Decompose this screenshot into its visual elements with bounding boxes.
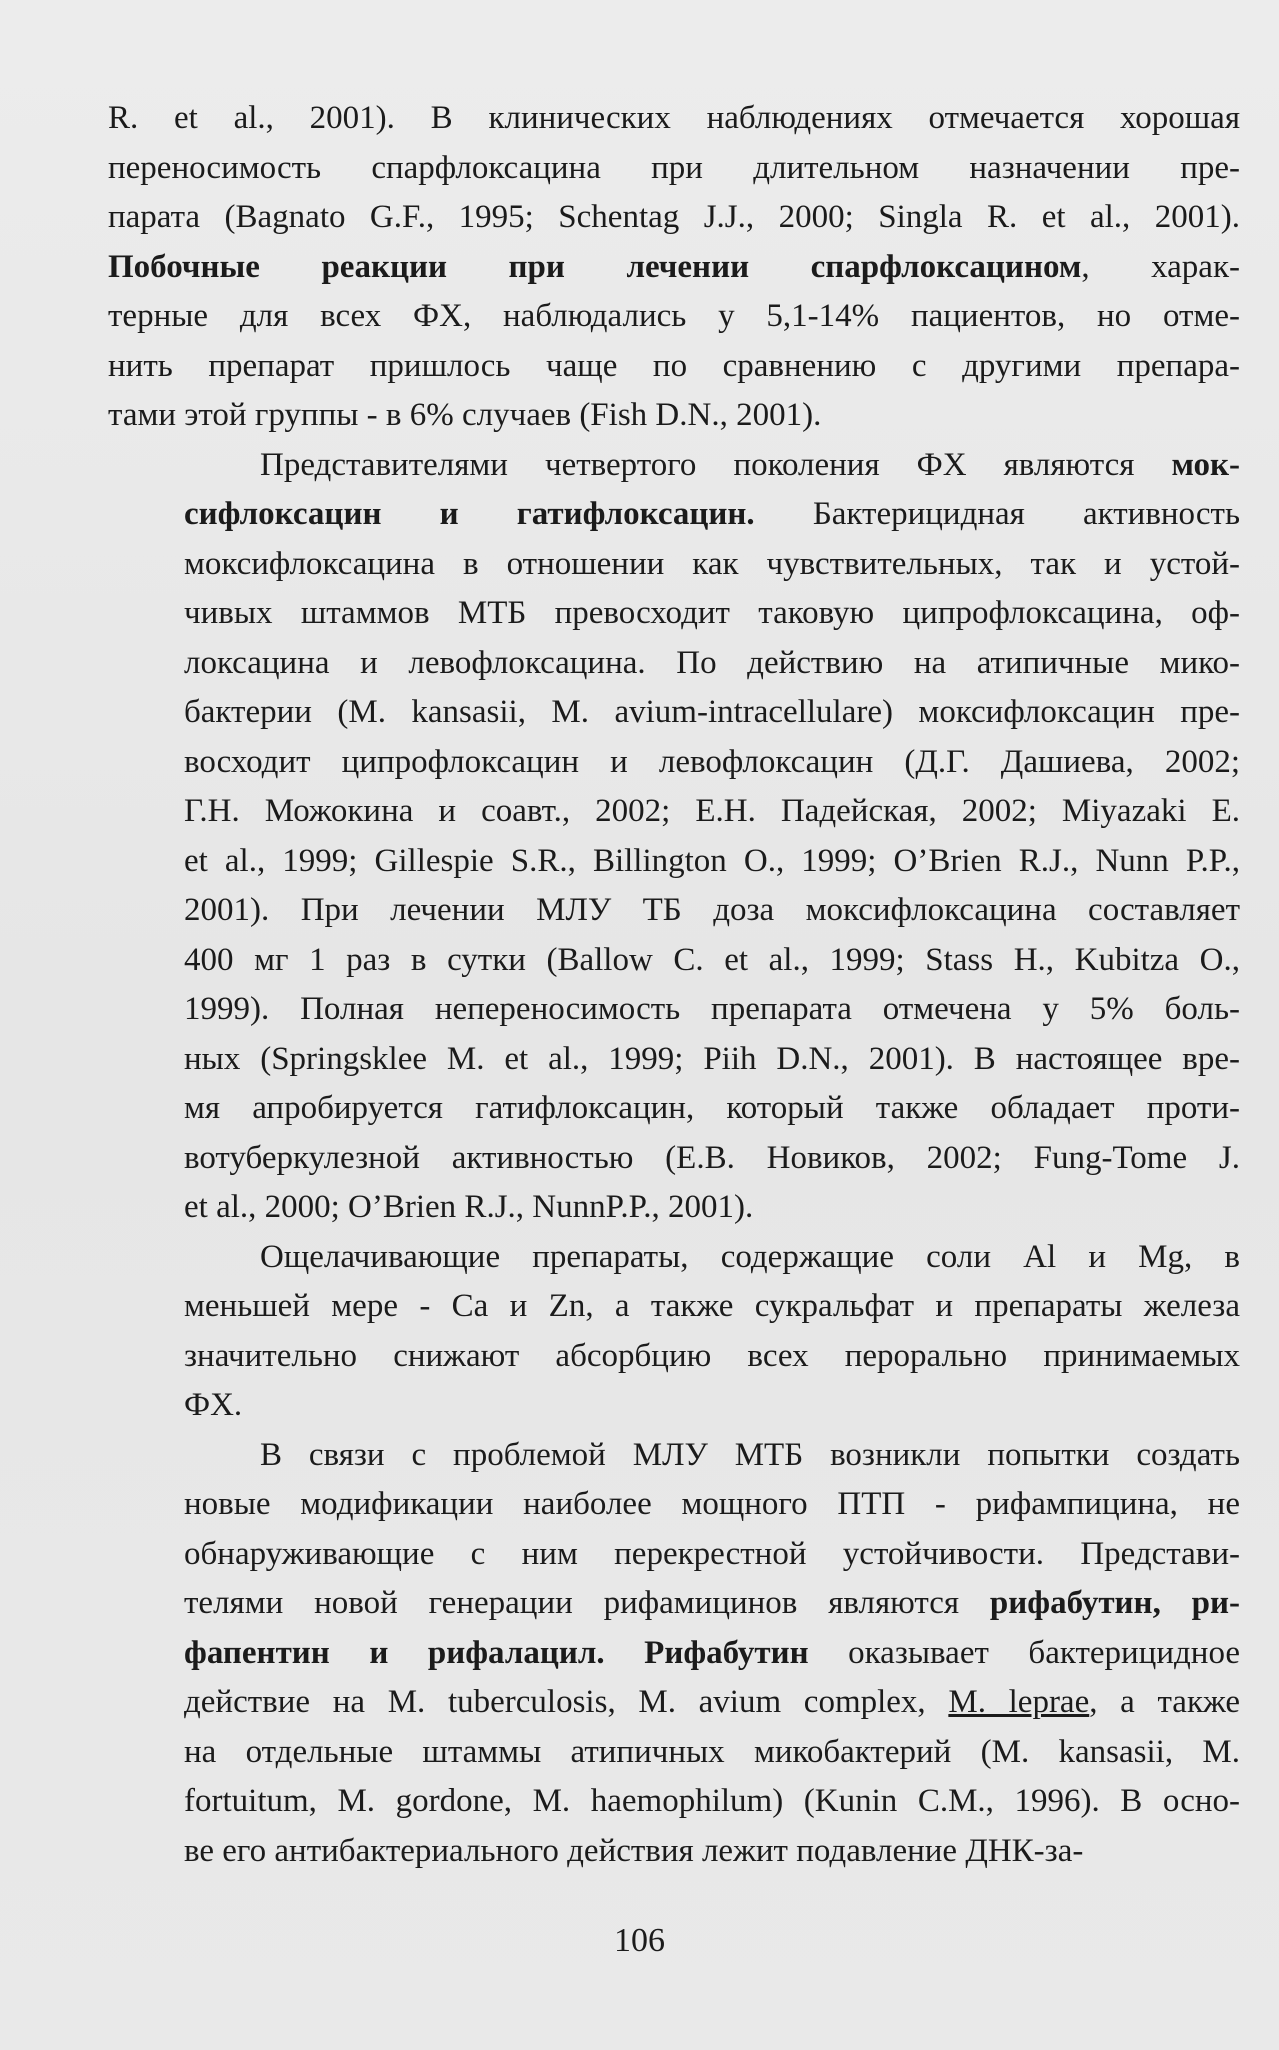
text-line (108, 985, 1240, 1035)
text-run: мя апробируется гатифлоксацин, который также обладает проти- (184, 1090, 1240, 1126)
text-run: меньшей мере - Ca и Zn, а также сукральфат и препараты железа (184, 1288, 1240, 1324)
text-line (108, 292, 1240, 342)
text-line (108, 1629, 1240, 1679)
text-line (108, 1728, 1240, 1778)
text-run: ных (Springsklee M. et al., 1999; Piih D.N., 2001). В настоящее вре- (184, 1040, 1240, 1077)
text-line (108, 1381, 1240, 1431)
body-text (108, 94, 1240, 1876)
text-run: et al., 2000; O’Brien R.J., NunnP.P., 2001). (184, 1189, 754, 1225)
bold-term: сифлоксацин и гатифлоксацин. (184, 496, 755, 532)
text-run: локсацина и левофлоксацина. По действию на атипичные мико- (184, 644, 1240, 681)
text-run: парата (Bagnato G.F., 1995; Schentag J.J., 2000; Singla R. et al., 2001). (108, 199, 1240, 235)
text-run: Представителями четвертого поколения ФХ являются (260, 446, 1172, 483)
text-line (108, 1233, 1240, 1283)
text-line (108, 1431, 1240, 1481)
text-line (108, 391, 1240, 441)
bold-term: фапентин и рифалацил. (184, 1634, 605, 1671)
text-run: Ощелачивающие препараты, содержащие соли Al и Mg, в (260, 1238, 1240, 1275)
text-run: , харак- (1081, 248, 1240, 285)
bold-term: рифабутин, ри- (989, 1585, 1241, 1621)
text-line (108, 490, 1240, 540)
text-run: переносимость спарфлоксацина при длительном назначении пре- (108, 149, 1240, 186)
text-run: fortuitum, M. gordone, M. haemophilum) (Kunin C.M., 1996). В осно- (184, 1783, 1240, 1819)
text-line (108, 1183, 1240, 1233)
bold-term: мок- (1171, 446, 1240, 483)
text-run: et al., 1999; Gillespie S.R., Billington O., 1999; O’Brien R.J., Nunn P.P., (184, 842, 1240, 879)
text-run: 1999). Полная непереносимость препарата отмечена у 5% боль- (184, 991, 1240, 1027)
text-run: новые модификации наиболее мощного ПТП - рифампицина, не (184, 1486, 1240, 1522)
text-run: нить препарат пришлось чаще по сравнению с другими препара- (108, 347, 1240, 384)
text-line (108, 1035, 1240, 1085)
text-run: обнаруживающие с ним перекрестной устойчивости. Представи- (184, 1535, 1240, 1572)
bold-term: Побочные реакции при лечении спарфлоксацином (108, 248, 1082, 285)
text-run: действие на M. tuberculosis, M. avium complex, (184, 1684, 949, 1720)
text-run: на отдельные штаммы атипичных микобактерий (M. kansasii, M. (184, 1733, 1240, 1770)
text-line (108, 1827, 1240, 1877)
text-run: Бактерицидная активность (754, 496, 1240, 532)
paragraph (108, 1431, 1240, 1877)
text-run: 2001). При лечении МЛУ ТБ доза моксифлоксацина составляет (184, 892, 1240, 928)
text-run: Г.Н. Можокина и соавт., 2002; Е.Н. Падейская, 2002; Miyazaki E. (184, 793, 1240, 829)
text-run: значительно снижают абсорбцию всех перорально принимаемых (184, 1337, 1240, 1374)
text-line (108, 144, 1240, 194)
paragraph (108, 441, 1240, 1233)
text-line (108, 1332, 1240, 1382)
text-run: телями новой генерации рифамицинов являются (184, 1585, 990, 1621)
text-run: терные для всех ФХ, наблюдались у 5,1-14% пациентов, но отме- (108, 298, 1240, 334)
text-run: восходит ципрофлоксацин и левофлоксацин (Д.Г. Дашиева, 2002; (184, 743, 1240, 780)
text-line (108, 1084, 1240, 1134)
text-run: моксифлоксацина в отношении как чувствительных, так и устой- (184, 545, 1240, 582)
text-line (108, 1777, 1240, 1827)
text-run (605, 1635, 645, 1671)
text-run: чивых штаммов МТБ превосходит таковую ципрофлоксацина, оф- (184, 595, 1240, 631)
text-run: 400 мг 1 раз в сутки (Ballow C. et al., 1999; Stass H., Kubitza O., (184, 941, 1240, 978)
text-line (108, 639, 1240, 689)
text-line (108, 1282, 1240, 1332)
text-line (108, 1480, 1240, 1530)
text-run: вотуберкулезной активностью (Е.В. Новиков, 2002; Fung-Tome J. (184, 1139, 1240, 1176)
page-number: 106 (614, 1922, 665, 1959)
text-run: тами этой группы - в 6% случаев (Fish D.N., 2001). (108, 397, 822, 433)
text-run: В связи с проблемой МЛУ МТБ возникли попытки создать (260, 1436, 1240, 1473)
text-run: , а также (1089, 1684, 1240, 1720)
text-line (108, 837, 1240, 887)
text-line (108, 1530, 1240, 1580)
text-run: ФХ. (184, 1387, 243, 1423)
text-line (108, 787, 1240, 837)
text-run: R. et al., 2001). В клинических наблюдениях отмечается хорошая (108, 100, 1240, 136)
text-line (108, 1678, 1240, 1728)
text-run: бактерии (M. kansasii, M. avium-intracellulare) моксифлоксацин пре- (184, 694, 1240, 730)
text-line (108, 886, 1240, 936)
text-line (108, 243, 1240, 293)
text-line (108, 589, 1240, 639)
text-line (108, 738, 1240, 788)
text-run: ве его антибактериального действия лежит подавление ДНК-за- (184, 1832, 1084, 1869)
text-line (108, 94, 1240, 144)
text-line (108, 441, 1240, 491)
paragraph (108, 1233, 1240, 1431)
text-line (108, 1579, 1240, 1629)
paragraph (108, 94, 1240, 441)
text-line (108, 342, 1240, 392)
underlined-text: M. leprae (948, 1684, 1090, 1720)
text-line (108, 1134, 1240, 1184)
text-line (108, 540, 1240, 590)
bold-term: Рифабутин (644, 1634, 809, 1671)
text-line (108, 936, 1240, 986)
text-line (108, 193, 1240, 243)
text-run: оказывает бактерицидное (808, 1634, 1240, 1671)
text-line (108, 688, 1240, 738)
